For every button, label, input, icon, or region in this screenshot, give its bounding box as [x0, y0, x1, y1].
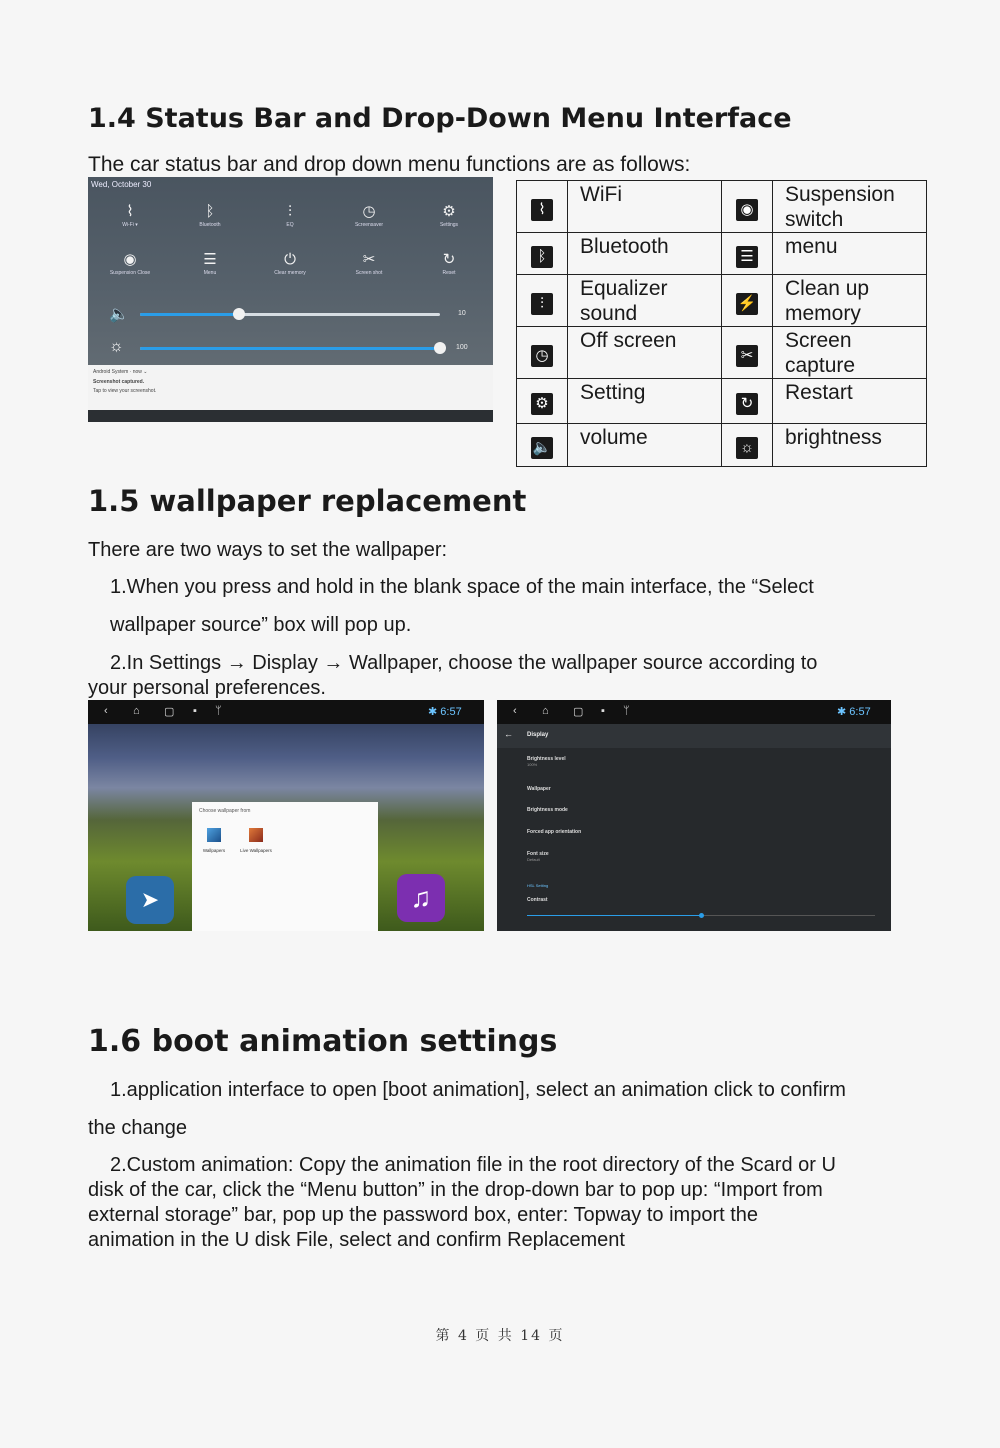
status-time: ✱ 6:57	[837, 706, 871, 718]
status-time: ✱ 6:57	[428, 706, 462, 718]
screenshot-notification	[88, 365, 493, 410]
display-title: Display	[527, 732, 549, 738]
live-wallpapers-option: Live Wallpapers	[239, 828, 273, 854]
table-label: brightness	[773, 424, 927, 467]
table-label: menu	[773, 233, 927, 275]
android-nav-bar	[497, 700, 891, 724]
table-icon-cell	[517, 424, 568, 467]
table-label: Bluetooth	[568, 233, 722, 275]
table-row	[517, 424, 927, 467]
quick-clear-memory: ⏻ Clear memory	[260, 251, 320, 277]
settings-gear-icon: ⚙	[531, 393, 553, 415]
table-icon-cell	[517, 275, 568, 327]
table-label: Clean up memory	[773, 275, 927, 327]
quick-screensaver: ◷ Screensaver	[339, 203, 399, 229]
back-icon: ‹	[513, 705, 517, 717]
paragraph: your personal preferences.	[88, 677, 326, 699]
table-icon-cell	[722, 424, 773, 467]
table-icon-cell	[722, 379, 773, 424]
scissors-icon: ✂	[362, 251, 376, 268]
screenshot-icon: ▪	[601, 705, 605, 717]
notification-subtitle: Tap to view your screenshot.	[93, 388, 157, 394]
paragraph: animation in the U disk File, select and confirm Replacement	[88, 1229, 625, 1251]
quick-eq: ⫶ EQ	[260, 203, 320, 229]
section-heading-1-4: 1.4 Status Bar and Drop-Down Menu Interface	[88, 103, 792, 134]
brightness-fill	[140, 347, 440, 350]
equalizer-icon: ⫶	[531, 293, 553, 315]
paragraph: the change	[88, 1117, 187, 1139]
setting-brightness-level: Brightness level 100%	[527, 756, 566, 767]
paragraph: There are two ways to set the wallpaper:	[88, 539, 448, 561]
restart-icon: ↻	[736, 393, 758, 415]
wifi-off-icon: ⌇	[531, 199, 553, 221]
quick-bluetooth: ᛒ Bluetooth	[180, 203, 240, 229]
table-icon-cell	[722, 275, 773, 327]
brightness-knob	[434, 342, 446, 354]
brightness-icon: ☼	[736, 437, 758, 459]
equalizer-icon: ⫶	[288, 203, 292, 220]
settings-gear-icon: ⚙	[442, 203, 456, 220]
quick-wifi: ⌇ Wi-Fi ▾	[100, 203, 160, 229]
music-app-icon: ♫	[397, 874, 445, 922]
table-row	[517, 327, 927, 379]
display-header	[497, 724, 891, 748]
suspension-icon: ◉	[736, 199, 758, 221]
icon-function-table	[516, 180, 927, 467]
contrast-knob	[699, 913, 704, 918]
bluetooth-icon: ᛒ	[205, 203, 215, 220]
arrow-back-icon: ←	[504, 729, 513, 739]
back-icon: ‹	[104, 705, 108, 717]
section-heading-1-5: 1.5 wallpaper replacement	[88, 484, 527, 518]
usb-icon: ᛘ	[623, 705, 630, 717]
table-icon-cell	[722, 233, 773, 275]
table-label: Equalizer sound	[568, 275, 722, 327]
setting-brightness-mode: Brightness mode	[527, 807, 568, 813]
table-label: Screen capture	[773, 327, 927, 379]
notification-title: Screenshot captured.	[93, 379, 145, 385]
table-row	[517, 275, 927, 327]
table-label: Restart	[773, 379, 927, 424]
recents-icon: ▢	[573, 706, 584, 718]
navigation-app-icon: ➤	[126, 876, 174, 924]
quick-suspension: ◉ Suspension Close	[100, 251, 160, 277]
brightness-slider	[140, 347, 440, 350]
brightness-value: 100	[456, 344, 468, 351]
volume-icon: 🔈	[109, 306, 129, 323]
paragraph: 2.Custom animation: Copy the animation file in the root directory of the Scard or U	[110, 1154, 836, 1176]
table-row	[517, 233, 927, 275]
paragraph: 1.application interface to open [boot animation], select an animation click to confirm	[110, 1079, 846, 1101]
setting-wallpaper: Wallpaper	[527, 786, 551, 792]
screen-off-clock-icon: ◷	[531, 345, 553, 367]
paragraph: 2.In Settings → Display → Wallpaper, choose the wallpaper source according to	[110, 652, 818, 674]
setting-contrast: Contrast	[527, 897, 548, 903]
suspension-icon: ◉	[123, 251, 137, 268]
page-footer: 第 4 页 共 14 页	[435, 1328, 565, 1344]
quick-settings: ⚙ Settings	[419, 203, 479, 229]
dialog-title: Choose wallpaper from	[199, 808, 251, 814]
bluetooth-icon: ᛒ	[531, 246, 553, 268]
volume-value: 10	[458, 310, 466, 317]
volume-slider	[140, 313, 440, 316]
setting-forced-orientation: Forced app orientation	[527, 829, 582, 835]
wallpapers-option: Wallpapers	[197, 828, 231, 854]
usb-icon: ᛘ	[215, 705, 222, 717]
contrast-fill	[527, 915, 701, 916]
section-heading-1-6: 1.6 boot animation settings	[88, 1024, 558, 1059]
table-icon-cell	[517, 379, 568, 424]
android-nav-bar	[88, 700, 484, 724]
table-row	[517, 379, 927, 424]
scissors-icon: ✂	[736, 345, 758, 367]
screensaver-icon: ◷	[362, 203, 376, 220]
home-icon: ⌂	[542, 705, 549, 717]
reset-icon: ↻	[442, 251, 456, 268]
paragraph: wallpaper source” box will pop up.	[110, 614, 412, 636]
brightness-icon: ☼	[109, 338, 124, 355]
section-intro: The car status bar and drop down menu functions are as follows:	[88, 153, 691, 176]
volume-fill	[140, 313, 239, 316]
bottom-bar	[88, 410, 493, 422]
clear-memory-icon: ⏻	[284, 251, 296, 268]
screenshot-icon: ▪	[193, 705, 197, 717]
table-icon-cell	[722, 327, 773, 379]
setting-font-size: Font size Default	[527, 851, 549, 862]
table-label: Suspension switch	[773, 181, 927, 233]
clear-memory-icon: ⚡	[736, 293, 758, 315]
status-bar-screenshot	[88, 177, 493, 422]
table-icon-cell	[517, 233, 568, 275]
table-label: volume	[568, 424, 722, 467]
table-icon-cell	[517, 181, 568, 233]
volume-knob	[233, 308, 245, 320]
wallpapers-app-icon	[207, 828, 221, 842]
table-row	[517, 181, 927, 233]
quick-reset: ↻ Reset	[419, 251, 479, 277]
recents-icon: ▢	[164, 706, 175, 718]
wallpaper-chooser-screenshot	[88, 700, 484, 931]
live-wallpapers-app-icon	[249, 828, 263, 842]
wifi-off-icon: ⌇	[126, 203, 134, 220]
table-label: WiFi	[568, 181, 722, 233]
table-icon-cell	[517, 327, 568, 379]
quick-screenshot: ✂ Screen shot	[339, 251, 399, 277]
quick-menu: ☰ Menu	[180, 251, 240, 277]
menu-list-icon: ☰	[736, 246, 758, 268]
volume-icon: 🔈	[531, 437, 553, 459]
display-settings-screenshot	[497, 700, 891, 931]
menu-list-icon: ☰	[203, 251, 217, 268]
paragraph: 1.When you press and hold in the blank space of the main interface, the “Select	[110, 576, 814, 598]
paragraph: external storage” bar, pop up the password box, enter: Topway to import the	[88, 1204, 759, 1226]
paragraph: disk of the car, click the “Menu button” in the drop-down bar to pop up: “Import from	[88, 1179, 823, 1201]
setting-hsl: HSL Setting	[527, 883, 549, 888]
wallpaper-source-dialog	[192, 802, 378, 931]
table-label: Off screen	[568, 327, 722, 379]
table-icon-cell	[722, 181, 773, 233]
contrast-slider	[527, 915, 875, 916]
table-label: Setting	[568, 379, 722, 424]
home-icon: ⌂	[133, 705, 140, 717]
notification-source: Android System · now ⌄	[93, 369, 148, 375]
date-label: Wed, October 30	[91, 180, 152, 189]
